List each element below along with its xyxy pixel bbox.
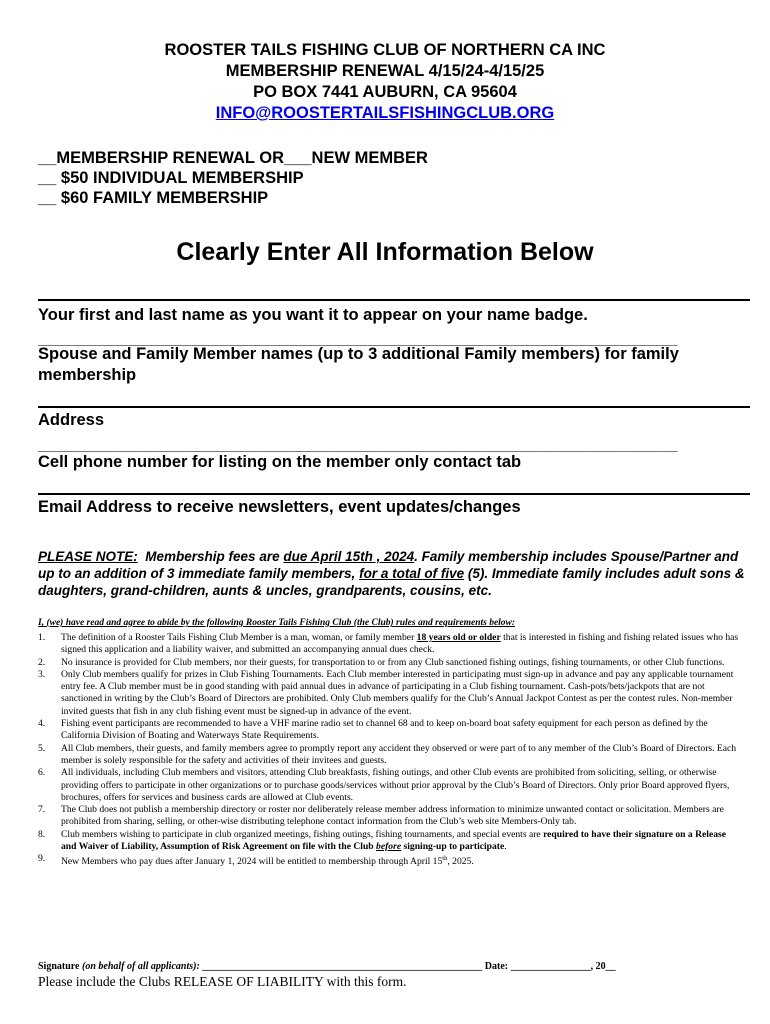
rule-item: 4. Fishing event participants are recommended to have a VHF marine radio set to channel 68 and to keep on-board boat safety equipment for each person as defined by the California Division of Boating and Waterways State Requirements. [38,718,708,742]
date-line[interactable]: ________________, 20__ [510,961,616,972]
phone-entry-line[interactable]: ________________________________________________________________________ [38,438,678,452]
rule-item: 8. Club members wishing to participate in club organized meetings, fishing outings, fishing tournaments, and special events are required to have their signature on a Release and Waiver of Liability, Assumption of Risk Agreement on file with the Club before signing-up to participate. [38,828,726,853]
email-field-label: Email Address to receive newsletters, event updates/changes [38,498,521,516]
club-name: ROOSTER TAILS FISHING CLUB OF NORTHERN CA INC [164,41,606,59]
rule-item: 5. All Club members, their guests, and family members agree to promptly report any accident they observed or were part of to any member of the Club’s Board of Directors. Each member is solely responsible for the safety and activities of their invitees and guests. [38,742,737,766]
rule-item: 6. All individuals, including Club members and visitors, attending Club breakfasts, fishing outings, and other Club events are prohibited from soliciting, selling, or otherwise providing offers to participate in other organizations or to purchase goods/services without prior approval by the Club’s Board of Directors. Only prior Board approved flyers, brochures, offers for services and business cards are allowed at Club events. [38,767,730,803]
footer-note: Please include the Clubs RELEASE OF LIABILITY with this form. [38,974,407,989]
date-label: Date: [484,961,509,972]
membership-options [38,148,428,208]
signature-row [38,961,616,972]
rule-item: 2. No insurance is provided for Club members, nor their guests, for transportation to or from any Club sanctioned fishing outings, fishing tournaments, or other Club functions. [38,656,725,668]
renewal-period: MEMBERSHIP RENEWAL 4/15/24-4/15/25 [225,62,545,80]
family-membership-option[interactable]: __ $60 FAMILY MEMBERSHIP [38,189,269,207]
rule-item: 9. New Members who pay dues after January 1, 2024 will be entitled to membership through April 15th, 2025. [38,853,474,868]
note-label: PLEASE NOTE: [38,549,138,564]
mailing-address: PO BOX 7441 AUBURN, CA 95604 [253,83,517,101]
individual-membership-option[interactable]: __ $50 INDIVIDUAL MEMBERSHIP [38,169,304,187]
signature-line[interactable]: ________________________________________________________ [202,961,483,972]
rule-item: 7. The Club does not publish a membership directory or roster nor deliberately release member address information to minimize unwanted contact or solicitation. Members are prohibited from sharing, selling, or other-wise distributing telephone contact information from the Club’s web site Members-Only tab. [38,804,724,828]
address-field-label: Address [38,411,105,429]
document-header [0,40,770,124]
club-email-link[interactable]: INFO@ROOSTERTAILSFISHINGCLUB.ORG [215,104,555,122]
age-requirement: 18 years old or older [416,632,501,643]
signature-label: Signature [38,961,80,972]
rule-item: 1. The definition of a Rooster Tails Fishing Club Member is a man, woman, or family member 18 years old or older that is interested in fishing and fishing related issues who has signed this application and a liability waiver, and submitted an accompanying annual dues check. [38,632,739,656]
please-note: PLEASE NOTE: Membership fees are due April 15th , 2024. Family membership includes Spouse/Partner and up to an addition of 3 immediate family members, for a total of five (5). Immediate family includes adult sons & daughters, grand-children, aunts & uncles, grandparents, cousins, etc. [38,549,745,598]
rules-list [38,632,743,869]
name-entry-line[interactable] [38,299,750,301]
spouse-entry-line[interactable]: ________________________________________________________________________ [38,332,678,346]
address-entry-line[interactable] [38,406,750,408]
total-family-members: for a total of five [359,566,465,581]
name-field-label: Your first and last name as you want it to appear on your name badge. [38,306,588,324]
agreement-heading: I, (we) have read and agree to abide by the following Rooster Tails Fishing Club (the Club) rules and requirements below: [38,618,516,628]
form-title: Clearly Enter All Information Below [176,238,594,266]
due-date: due April 15th , 2024 [283,549,415,564]
renewal-or-new-option[interactable]: __MEMBERSHIP RENEWAL OR___NEW MEMBER [38,149,428,167]
email-entry-line[interactable] [38,493,750,495]
phone-field-label: Cell phone number for listing on the member only contact tab [38,453,522,471]
signature-paren: (on behalf of all applicants): [82,961,200,972]
rule-item: 3. Only Club members qualify for prizes in Club Fishing Tournaments. Each Club member interested in participating must sign-up in advance and pay any applicable tournament entry fee. A Club member must be in good standing with paid annual dues in advance of participating in a Club fishing tournament. Cash-pots/bets/jackpots that are not sanctioned in writing by the Club’s Board of Directors are prohibited. Only Club members qualify for the Club’s Annual Jackpot Contest as per the contest rules. Non-member invited guests that fish in any club fishing event must be signed-up in advance of the event. [38,668,734,717]
spouse-field-label: Spouse and Family Member names (up to 3 additional Family members) for family membership [38,345,679,384]
